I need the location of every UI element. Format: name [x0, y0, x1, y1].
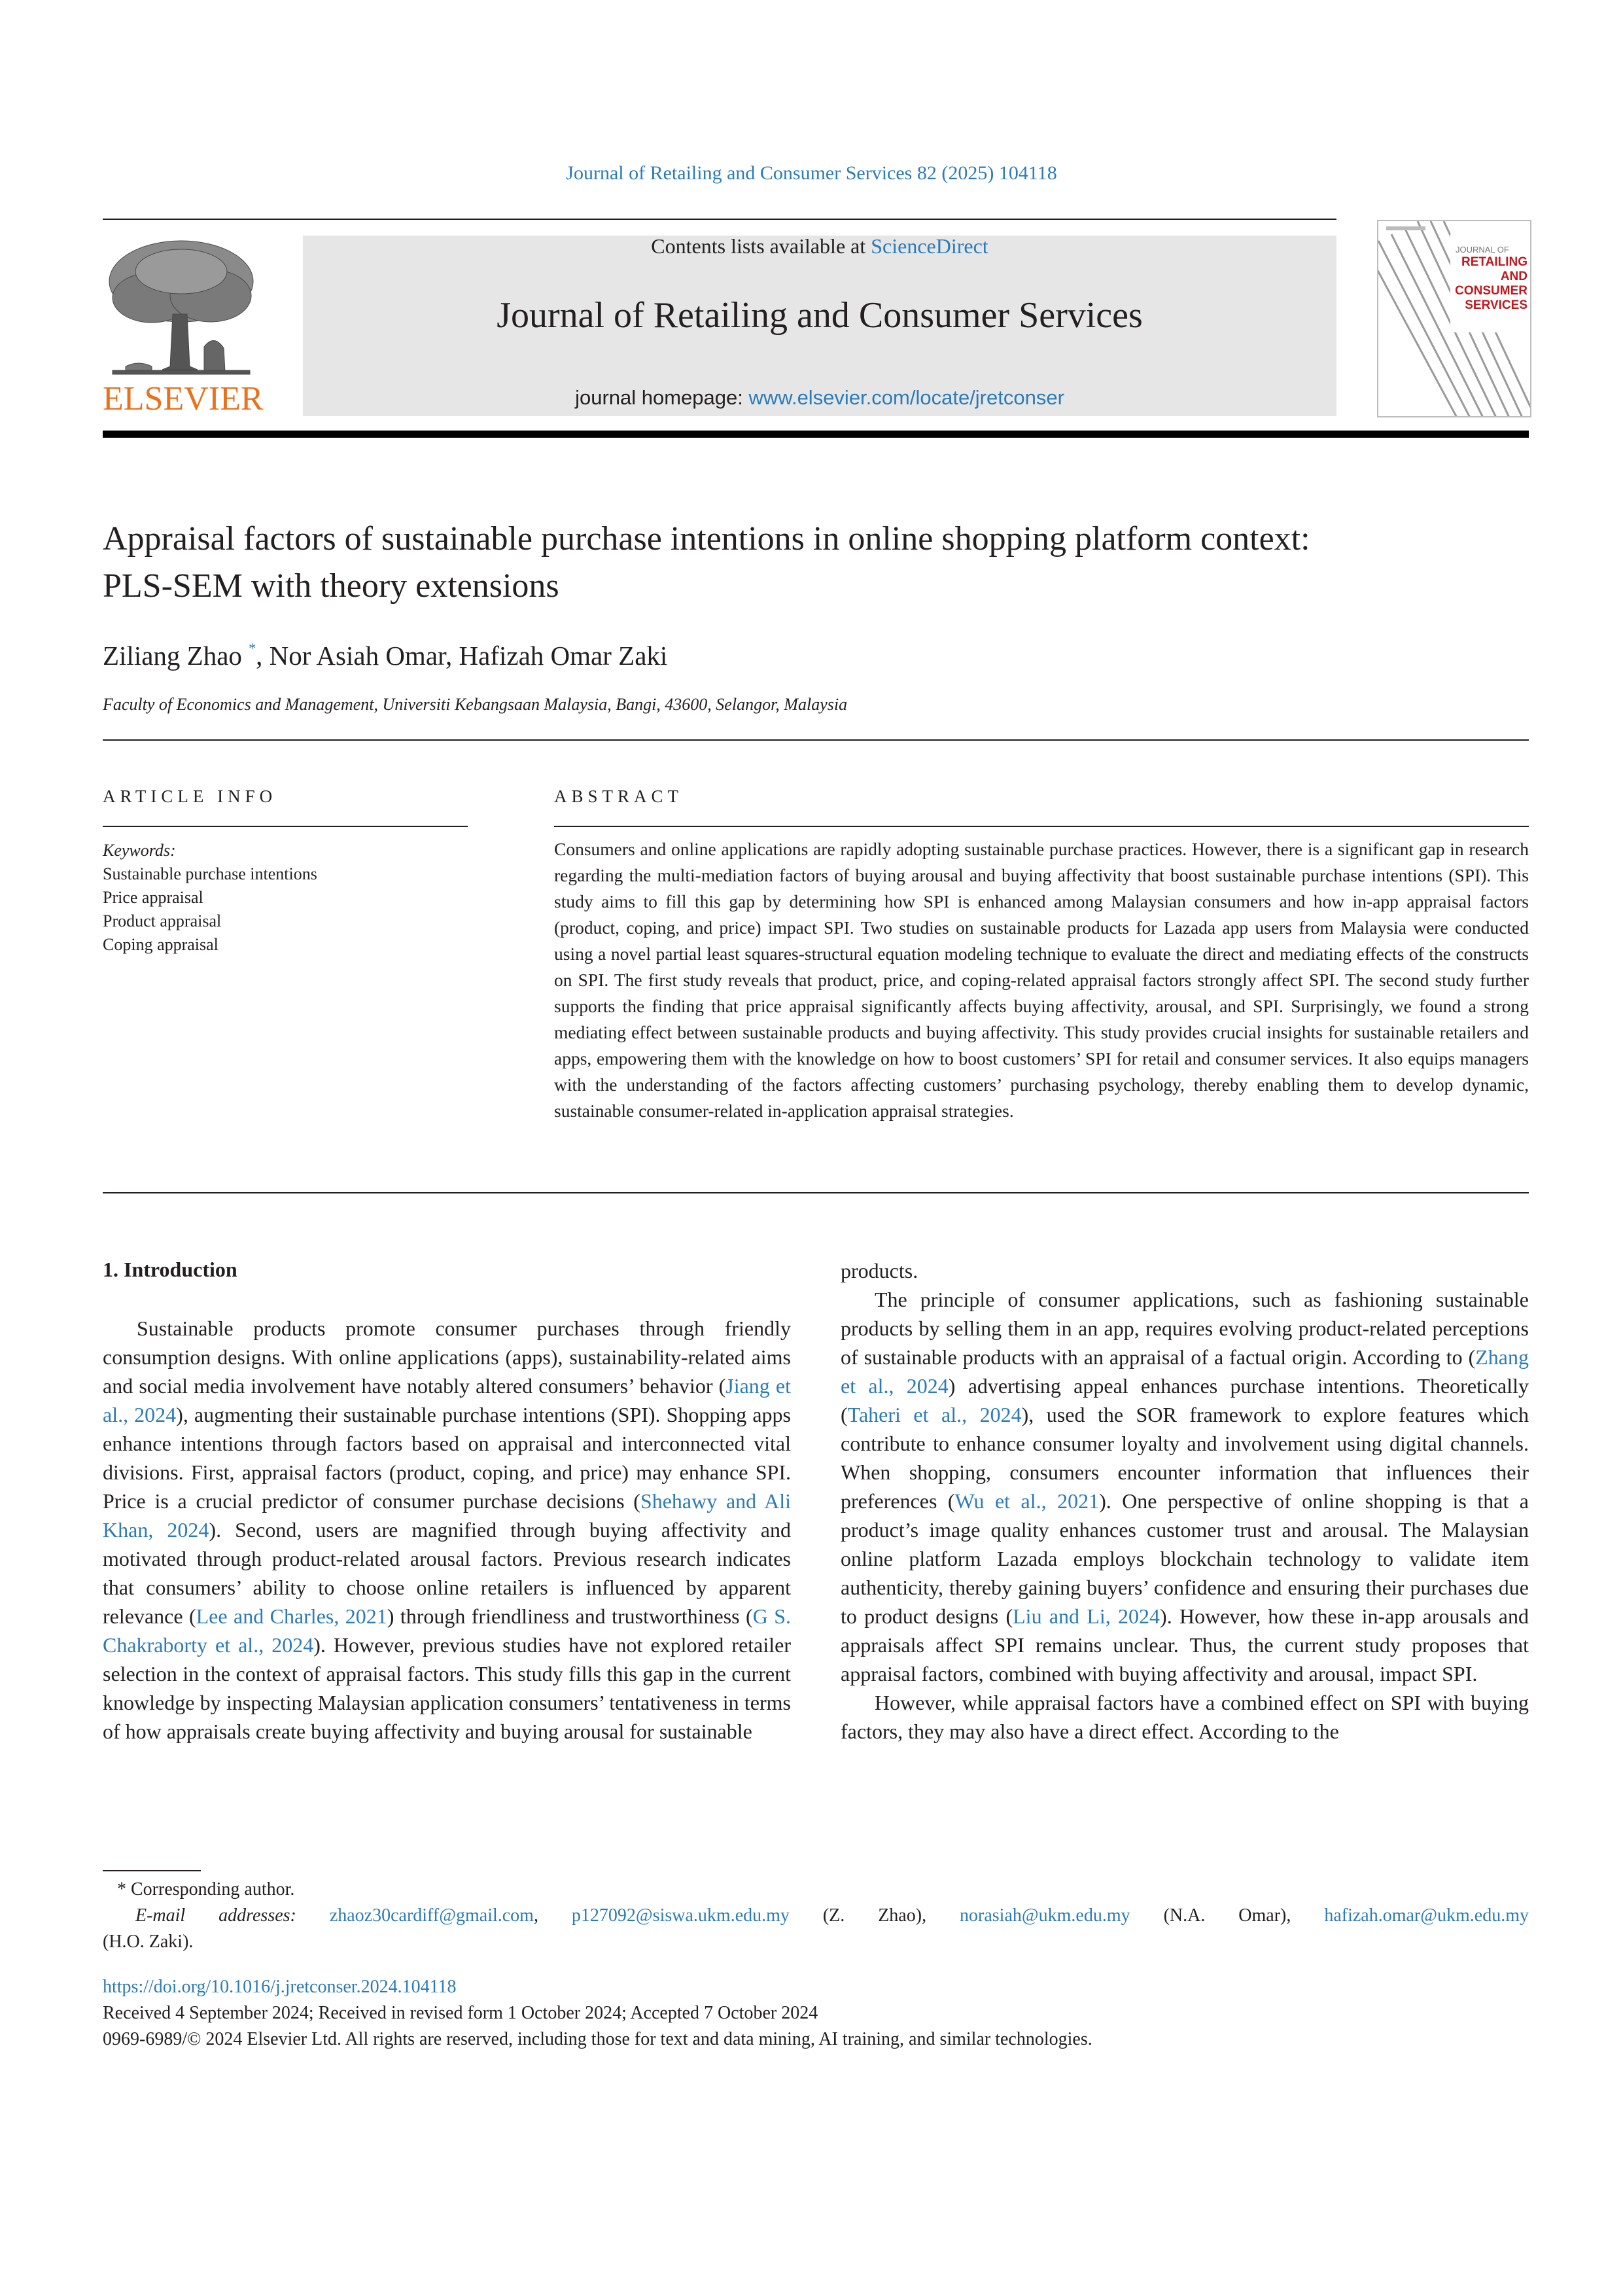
cover-journal-of: JOURNAL OF: [1456, 245, 1509, 255]
author-name[interactable]: Nor Asiah Omar: [269, 641, 446, 671]
email-addresses: E-mail addresses: zhaoz30cardiff@gmail.com, p127092@siswa.ukm.edu.my (Z. Zhao), norasiah@ukm.edu.my (N.A. Omar), hafizah.omar@ukm.edu.my: [135, 1905, 1529, 1926]
citation-link[interactable]: Shehawy and Ali Khan, 2024: [103, 1489, 792, 1542]
header-top-rule: [103, 219, 1336, 220]
email-link[interactable]: p127092@siswa.ukm.edu.my: [571, 1905, 790, 1926]
abstract-heading: ABSTRACT: [554, 786, 684, 806]
abstract-text: Consumers and online applications are rapidly adopting sustainable purchase practices. However, there is a significant gap in research regarding the multi-mediation factors of buying arousal and buying affectivity that boost sustainable purchase intentions (SPI). This study aims to fill this gap by determining how SPI is enhanced among Malaysian consumers and how in-app appraisal factors (product, coping, and price) impact SPI. Two studies on sustainable products for Lazada app users from Malaysia were conducted using a novel partial least squares-structural equation modeling technique to evaluate the direct and mediating effects of the constructs on SPI. The first study reveals that product, price, and coping-related appraisal factors strongly affect SPI. The second study further supports the finding that price appraisal significantly affects buying affectivity, arousal, and SPI. Surprisingly, we found a strong mediating effect between sustainable products and buying affectivity. This study provides crucial insights for sustainable retailers and apps, empowering them with the knowledge on how to boost customers’ SPI for retail and consumer services. It also equips managers with the understanding of the factors affecting customers’ purchasing psychology, thereby enabling them to develop dynamic, sustainable consumer-related in-application appraisal strategies.: [554, 839, 1529, 1121]
keyword-item: Price appraisal: [103, 888, 203, 907]
body-column-left: [103, 1314, 791, 1746]
copyright-line: 0969-6989/© 2024 Elsevier Ltd. All rights are reserved, including those for text and data mining, AI training, and similar technologies.: [103, 2029, 1092, 2049]
header-bottom-rule: [103, 431, 1529, 438]
homepage-prefix: journal homepage:: [575, 386, 749, 409]
keyword-item: Coping appraisal: [103, 935, 218, 954]
abstract-rule: [554, 826, 1529, 827]
citation-link[interactable]: Lee and Charles, 2021: [196, 1604, 387, 1628]
keyword-item: Product appraisal: [103, 911, 222, 930]
body-paragraph: The principle of consumer applications, such as fashioning sustainable products by selling them in an app, requires evolving product-related perceptions of sustainable products with an appraisal of a factual origin. According to (Zhang et al., 2024) advertising appeal enhances purchase intentions. Theoretically (Taheri et al., 2024), used the SOR framework to explore features which contribute to enhance consumer loyalty and involvement using digital channels. When shopping, consumers encounter information that influences their preferences (Wu et al., 2021). One perspective of online shopping is that a product’s image quality enhances customer trust and arousal. The Malaysian online platform Lazada employs blockchain technology to validate item authenticity, thereby gaining buyers’ confidence and ensuring their purchases due to product designs (Liu and Li, 2024). However, how these in-app arousals and appraisals affect SPI remains unclear. Thus, the current study proposes that appraisal factors, combined with buying affectivity and arousal, impact SPI.: [841, 1288, 1529, 1686]
footnote-rule: [103, 1870, 201, 1871]
article-info-rule: [103, 826, 468, 827]
corresponding-author-mark[interactable]: *: [249, 640, 256, 656]
citation-link[interactable]: Taheri et al., 2024: [847, 1403, 1022, 1426]
corresponding-author-note: * Corresponding author.: [117, 1879, 295, 1899]
article-title: Appraisal factors of sustainable purchase intentions in online shopping platform context: PLS-SEM with theory extensions: [103, 520, 1310, 605]
received-dates: Received 4 September 2024; Received in revised form 1 October 2024; Accepted 7 October 2024: [103, 2003, 818, 2023]
keywords-label: Keywords:: [103, 841, 176, 860]
author-separator: ,: [445, 641, 459, 671]
contents-prefix: Contents lists available at: [651, 234, 871, 258]
contents-line: [303, 234, 1336, 258]
doi-link[interactable]: https://doi.org/10.1016/j.jretconser.2024.104118: [103, 1977, 457, 1997]
footnotes: [103, 1877, 1529, 1955]
body-paragraph: However, while appraisal factors have a combined effect on SPI with buying factors, they may also have a direct effect. According to the: [841, 1691, 1529, 1743]
section-heading-introduction: 1. Introduction: [103, 1258, 237, 1281]
email-label: E-mail addresses:: [135, 1905, 296, 1926]
email-link[interactable]: norasiah@ukm.edu.my: [960, 1905, 1130, 1926]
email-owner-tail: (H.O. Zaki).: [103, 1932, 194, 1952]
abstract-bottom-rule: [103, 1192, 1529, 1193]
email-owner: (N.A. Omar),: [1163, 1905, 1291, 1926]
citation-link[interactable]: Wu et al., 2021: [954, 1489, 1100, 1513]
journal-homepage-link[interactable]: www.elsevier.com/locate/jretconser: [748, 386, 1064, 409]
author-name[interactable]: Hafizah Omar Zaki: [459, 641, 668, 671]
journal-homepage-line: [303, 386, 1336, 410]
keyword-item: Sustainable purchase intentions: [103, 864, 317, 883]
journal-citation-link[interactable]: Journal of Retailing and Consumer Services 82 (2025) 104118: [566, 162, 1057, 184]
publication-info: [103, 1974, 1529, 2053]
email-owner: (Z. Zhao),: [822, 1905, 927, 1926]
email-link[interactable]: hafizah.omar@ukm.edu.my: [1324, 1905, 1529, 1926]
citation-link[interactable]: Jiang et al., 2024: [103, 1374, 792, 1426]
author-separator: ,: [256, 641, 270, 671]
sciencedirect-link[interactable]: ScienceDirect: [871, 234, 988, 258]
author-affiliation: Faculty of Economics and Management, Universiti Kebangsaan Malaysia, Bangi, 43600, Selangor, Malaysia: [103, 695, 848, 714]
body-paragraph: Sustainable products promote consumer purchases through friendly consumption designs. With online applications (apps), sustainability-related aims and social media involvement have notably altered consumers’ behavior (Jiang et al., 2024), augmenting their sustainable purchase intentions (SPI). Shopping apps enhance intentions through factors based on appraisal and interconnected vital divisions. First, appraisal factors (product, coping, and price) may enhance SPI. Price is a crucial predictor of consumer purchase decisions (Shehawy and Ali Khan, 2024). Second, users are magnified through buying affectivity and motivated through product-related arousal factors. Previous research indicates that consumers’ ability to choose online retailers is influenced by apparent relevance (Lee and Charles, 2021) through friendliness and trustworthiness (G S. Chakraborty et al., 2024). However, previous studies have not explored retailer selection in the context of appraisal factors. This study fills this gap in the current knowledge by inspecting Malaysian application consumers’ tentativeness in terms of how appraisals create buying affectivity and buying arousal for sustainable: [103, 1316, 792, 1743]
citation-link[interactable]: G S. Chakraborty et al., 2024: [103, 1604, 791, 1657]
citation-link[interactable]: Liu and Li, 2024: [1013, 1604, 1161, 1628]
journal-cover-thumbnail[interactable]: [1377, 220, 1531, 417]
body-paragraph-continuation: products.: [841, 1259, 918, 1282]
keywords-block: [103, 839, 469, 957]
author-name[interactable]: Ziliang Zhao: [103, 641, 242, 671]
body-column-right: [841, 1256, 1529, 1746]
article-info-heading: ARTICLE INFO: [103, 786, 277, 806]
journal-title: Journal of Retailing and Consumer Services: [497, 295, 1143, 336]
elsevier-wordmark: ELSEVIER: [103, 380, 264, 417]
affiliation-rule: [103, 739, 1529, 741]
email-link[interactable]: zhaoz30cardiff@gmail.com: [329, 1905, 534, 1926]
cover-title: RETAILING AND CONSUMER SERVICES: [1455, 255, 1527, 312]
author-list: [103, 640, 1476, 671]
citation-link[interactable]: Zhang et al., 2024: [841, 1345, 1529, 1398]
